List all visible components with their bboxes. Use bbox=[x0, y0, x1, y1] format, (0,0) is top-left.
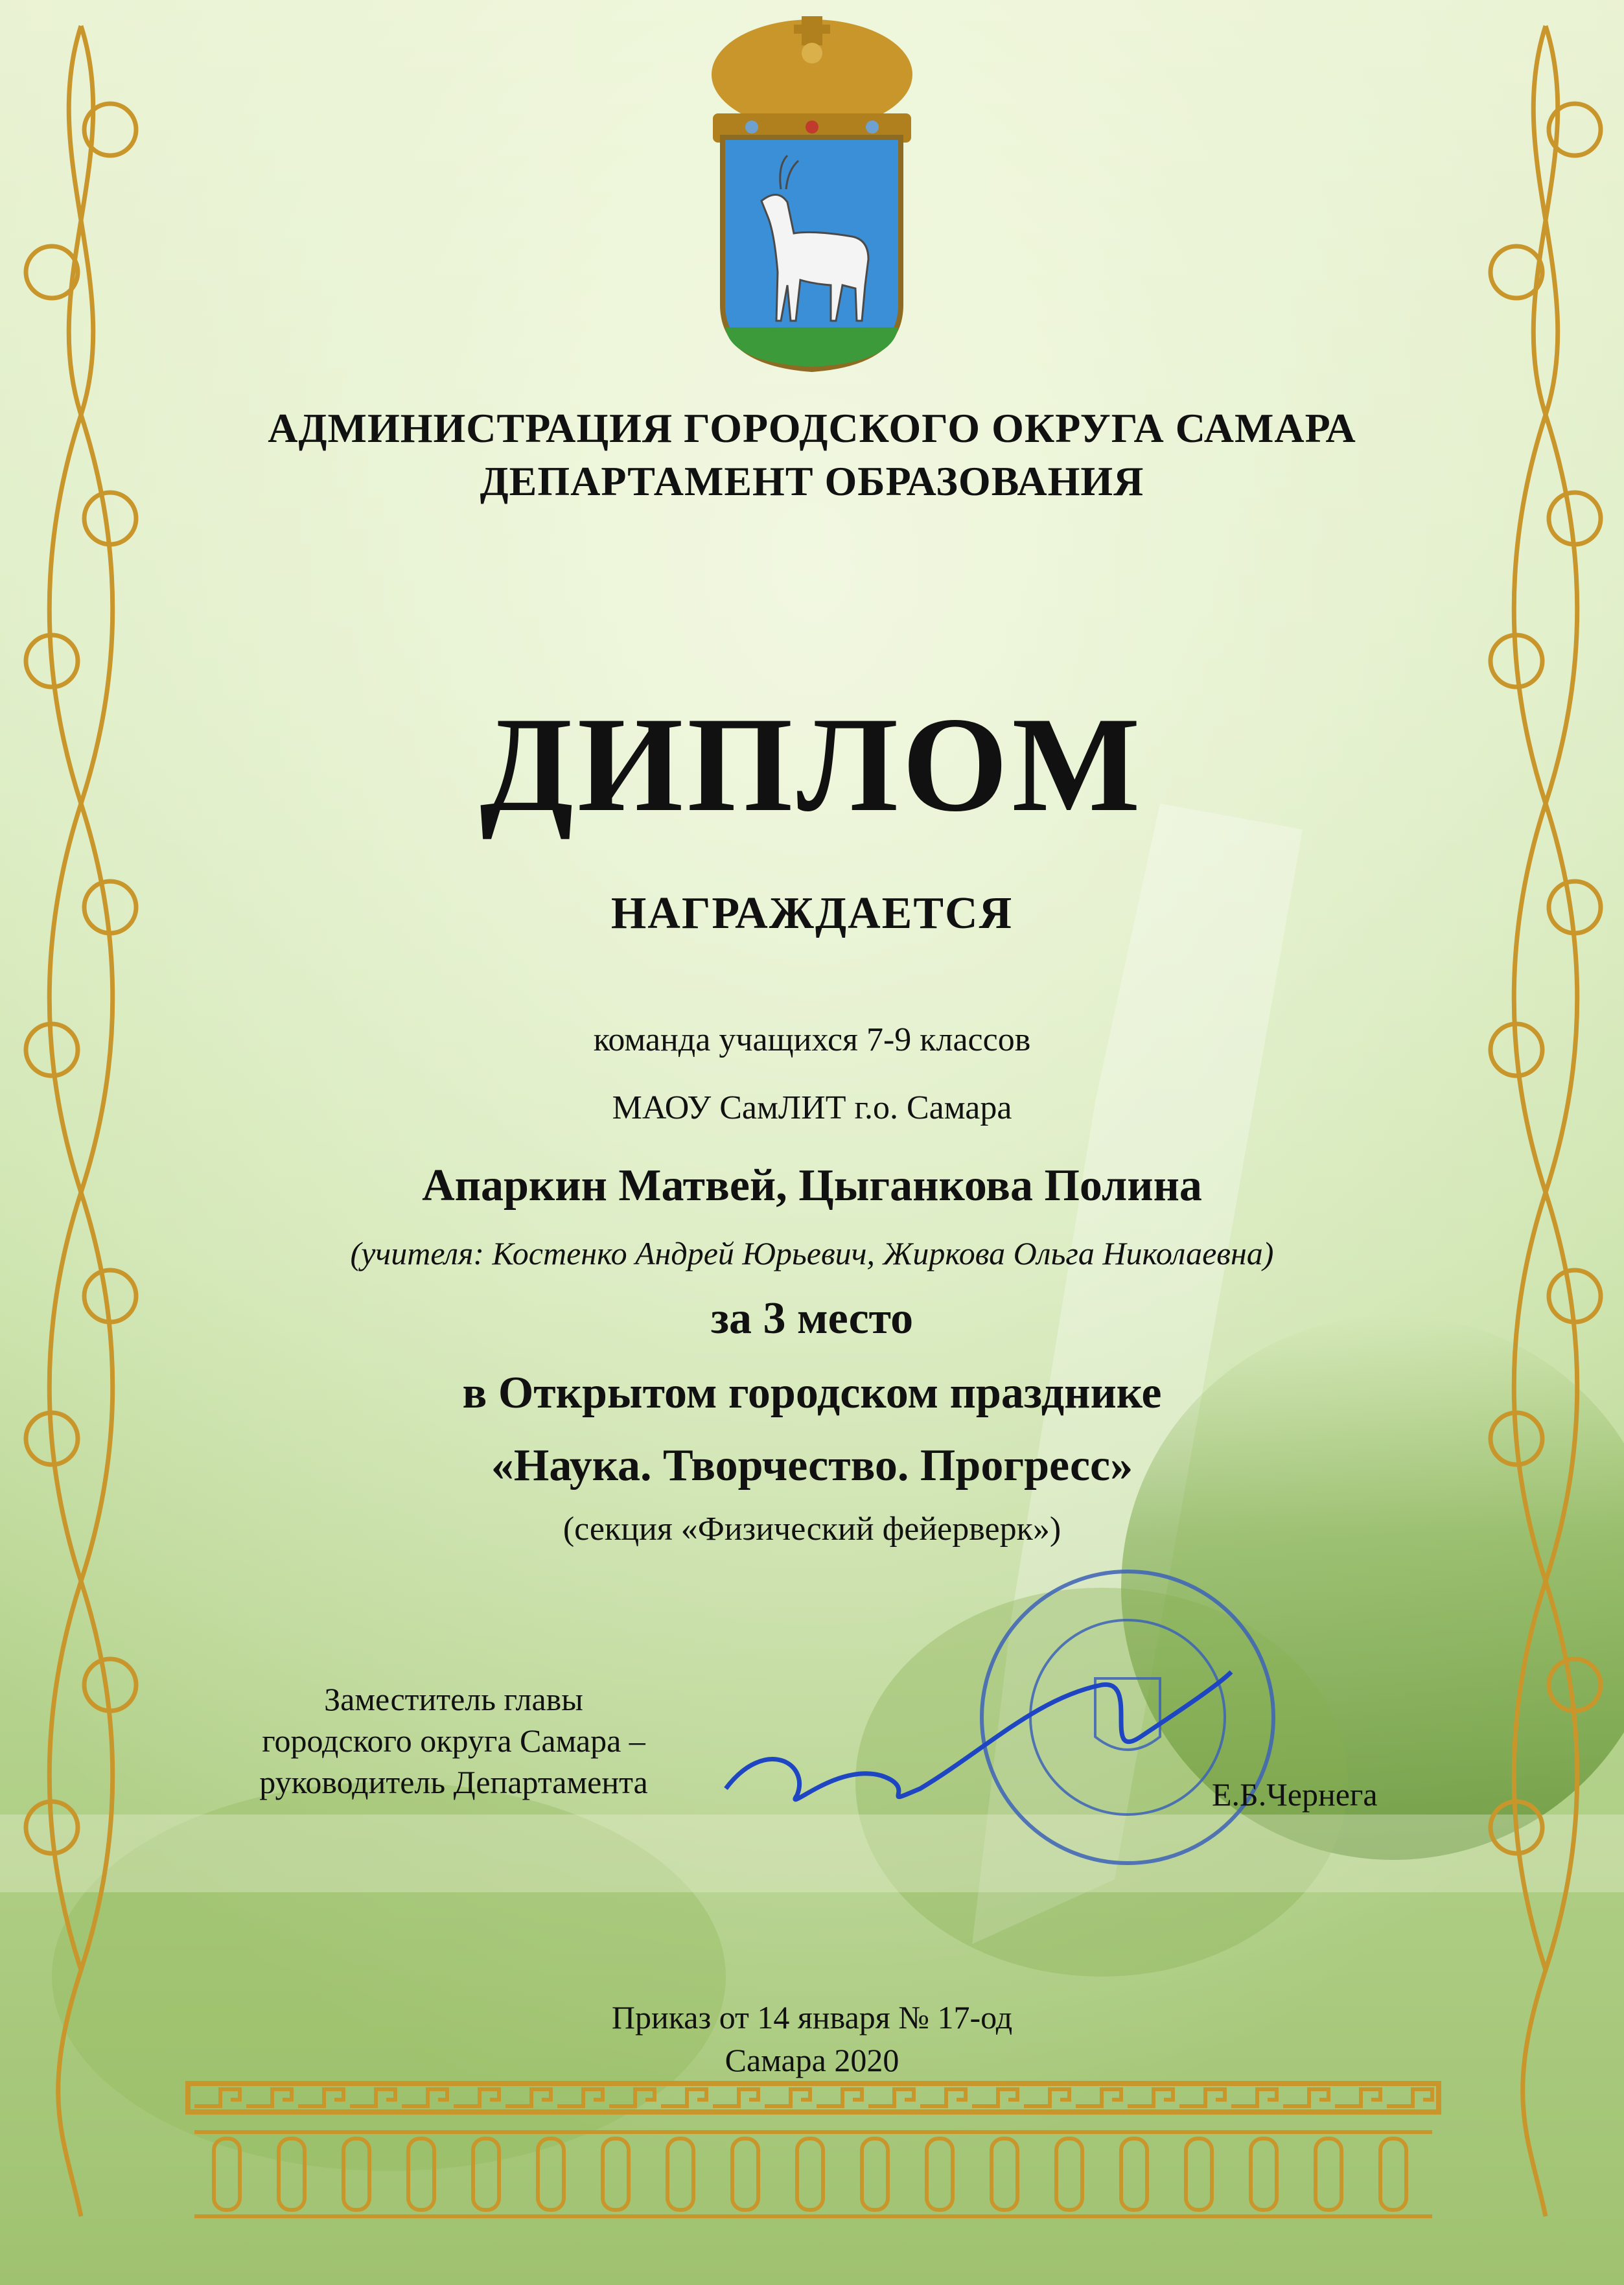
section-line: (секция «Физический фейерверк») bbox=[563, 1511, 1061, 1548]
footer bbox=[0, 1996, 1624, 2082]
issuer-line-2: ДЕПАРТАМЕНТ ОБРАЗОВАНИЯ bbox=[480, 458, 1144, 504]
issuer-header bbox=[0, 402, 1624, 508]
team-line: команда учащихся 7-9 классов bbox=[593, 1021, 1031, 1058]
order-line: Приказ от 14 января № 17-од bbox=[611, 1999, 1013, 2036]
recipient-names: Апаркин Матвей, Цыганкова Полина bbox=[422, 1161, 1202, 1211]
signatory-name: Е.Б.Чернега bbox=[1212, 1776, 1378, 1813]
awarded-heading: НАГРАЖДАЕТСЯ bbox=[610, 888, 1014, 938]
position-line-2: городского округа Самара – bbox=[262, 1722, 645, 1759]
position-line-1: Заместитель главы bbox=[324, 1681, 583, 1717]
place-line: за 3 место bbox=[710, 1293, 914, 1343]
event-name: «Наука. Творчество. Прогресс» bbox=[491, 1441, 1133, 1490]
teachers-line: (учителя: Костенко Андрей Юрьевич, Жиркова Ольга Николаевна) bbox=[350, 1235, 1274, 1271]
position-line-3: руководитель Департамента bbox=[259, 1764, 648, 1800]
river-band bbox=[0, 1815, 1624, 1892]
event-line: в Открытом городском празднике bbox=[462, 1368, 1162, 1418]
place-year-line: Самара 2020 bbox=[725, 2042, 899, 2078]
signatory-position bbox=[194, 1678, 713, 1803]
coat-of-arms bbox=[712, 16, 912, 369]
issuer-line-1: АДМИНИСТРАЦИЯ ГОРОДСКОГО ОКРУГА САМАРА bbox=[268, 405, 1356, 451]
diploma-title: ДИПЛОМ bbox=[480, 690, 1144, 840]
school-line: МАОУ СамЛИТ г.о. Самара bbox=[612, 1089, 1012, 1126]
